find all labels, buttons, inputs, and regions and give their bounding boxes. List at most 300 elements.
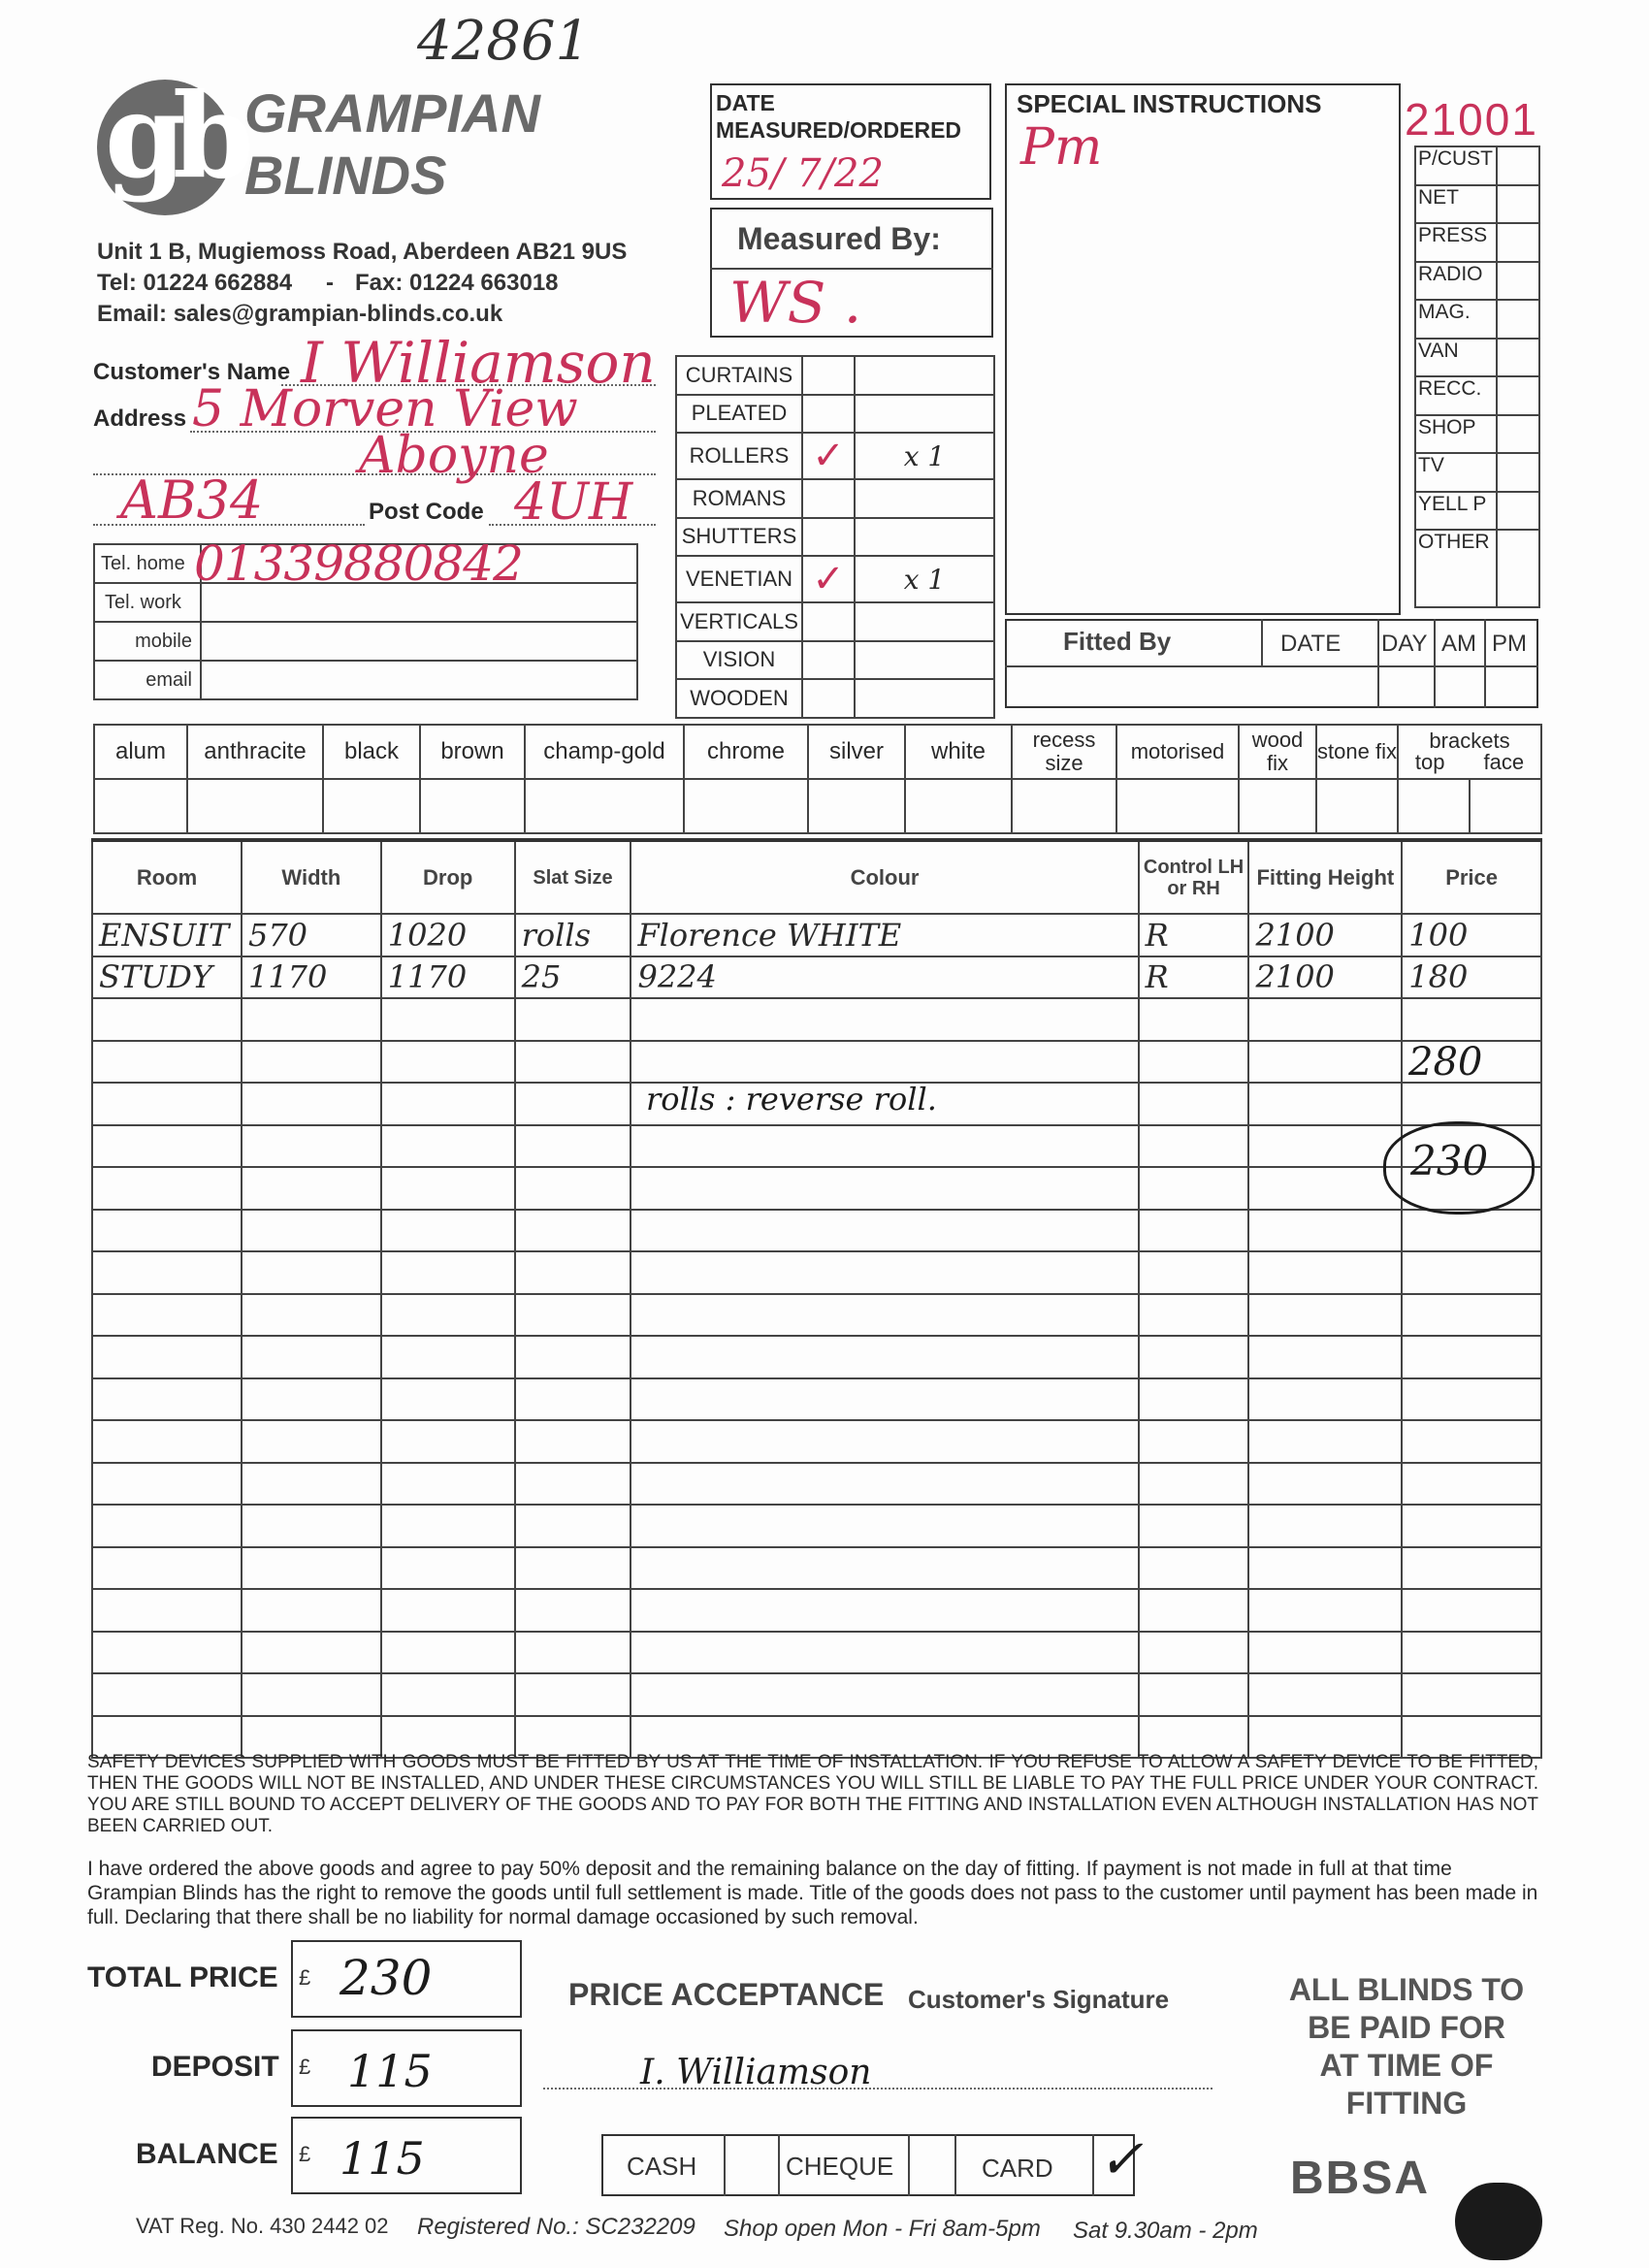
source-option-checkbox[interactable] bbox=[1497, 339, 1539, 377]
table-cell-room[interactable] bbox=[92, 1251, 242, 1294]
source-option-checkbox[interactable] bbox=[1497, 300, 1539, 339]
table-cell-room[interactable] bbox=[92, 914, 242, 956]
table-cell-control[interactable] bbox=[1139, 1378, 1249, 1421]
postcode-prefix[interactable]: AB34 bbox=[120, 470, 264, 531]
cell-value: 2100 bbox=[1255, 958, 1335, 996]
table-cell-slat[interactable] bbox=[515, 1547, 631, 1590]
table-cell-height[interactable] bbox=[1248, 1632, 1402, 1674]
email-field[interactable] bbox=[201, 661, 637, 699]
source-option-checkbox[interactable] bbox=[1497, 453, 1539, 492]
table-cell-colour[interactable] bbox=[630, 1167, 1138, 1210]
finish-option-field[interactable] bbox=[94, 779, 187, 833]
company-fax: Fax: 01224 663018 bbox=[355, 270, 559, 296]
total-price-label: TOTAL PRICE bbox=[87, 1961, 278, 1993]
cell-value: ENSUIT bbox=[99, 916, 230, 954]
blind-type-row bbox=[676, 641, 994, 680]
table-cell-slat[interactable] bbox=[515, 1420, 631, 1463]
table-cell-height[interactable] bbox=[1248, 1420, 1402, 1463]
order-note[interactable]: rolls : reverse roll. bbox=[646, 1081, 937, 1118]
table-cell-colour[interactable] bbox=[630, 1505, 1138, 1547]
signature-label: Customer's Signature bbox=[908, 1985, 1170, 2014]
table-row bbox=[92, 1167, 1541, 1210]
blind-type-quantity[interactable] bbox=[855, 641, 994, 680]
blind-type-label: VISION bbox=[702, 647, 776, 672]
source-option-checkbox[interactable] bbox=[1497, 530, 1539, 607]
table-cell-width[interactable] bbox=[242, 1294, 381, 1337]
card-option[interactable]: CARD bbox=[982, 2154, 1053, 2183]
source-option-checkbox[interactable] bbox=[1497, 376, 1539, 415]
table-cell-control[interactable] bbox=[1139, 1125, 1249, 1168]
blind-type-quantity[interactable] bbox=[855, 395, 994, 434]
table-cell-price[interactable] bbox=[1402, 1083, 1541, 1125]
table-cell-width[interactable] bbox=[242, 1378, 381, 1421]
table-cell-price[interactable] bbox=[1402, 1632, 1541, 1674]
table-cell-width[interactable] bbox=[242, 956, 381, 999]
table-cell-width[interactable] bbox=[242, 1505, 381, 1547]
table-cell-control[interactable] bbox=[1139, 1251, 1249, 1294]
table-cell-room[interactable] bbox=[92, 1167, 242, 1210]
table-cell-slat[interactable] bbox=[515, 1210, 631, 1252]
ink-smudge bbox=[1455, 2183, 1542, 2260]
table-cell-room[interactable] bbox=[92, 1125, 242, 1168]
table-cell-colour[interactable] bbox=[630, 1210, 1138, 1252]
blind-type-check[interactable] bbox=[802, 479, 855, 518]
table-cell-control[interactable] bbox=[1139, 1589, 1249, 1632]
finish-option-label: motorised bbox=[1130, 739, 1225, 763]
finish-option-field[interactable] bbox=[808, 779, 905, 833]
table-cell-height[interactable] bbox=[1248, 1167, 1402, 1210]
table-cell-price[interactable] bbox=[1402, 1210, 1541, 1252]
blind-type-quantity[interactable] bbox=[855, 479, 994, 518]
table-cell-height[interactable] bbox=[1248, 1378, 1402, 1421]
table-cell-slat[interactable] bbox=[515, 956, 631, 999]
company-email: Email: sales@grampian-blinds.co.uk bbox=[97, 301, 503, 327]
table-cell-width[interactable] bbox=[242, 914, 381, 956]
table-row bbox=[92, 914, 1541, 956]
customer-name[interactable]: I Williamson bbox=[301, 330, 656, 396]
date-value[interactable]: 25/ 7/22 bbox=[722, 151, 884, 196]
company-name-1: GRAMPIAN bbox=[244, 82, 540, 144]
table-cell-height[interactable] bbox=[1248, 1251, 1402, 1294]
table-cell-colour[interactable] bbox=[630, 1673, 1138, 1716]
table-cell-height[interactable] bbox=[1248, 1125, 1402, 1168]
table-cell-control[interactable] bbox=[1139, 998, 1249, 1041]
finish-option-field[interactable] bbox=[684, 779, 808, 833]
balance-label: BALANCE bbox=[136, 2138, 278, 2170]
blind-type-row bbox=[676, 356, 994, 395]
fitted-pm-label: PM bbox=[1492, 631, 1527, 657]
table-cell-price[interactable] bbox=[1402, 1336, 1541, 1378]
column-header: Fitting Height bbox=[1256, 864, 1395, 890]
blind-type-quantity[interactable] bbox=[855, 679, 994, 718]
shop-hours: Shop open Mon - Fri 8am-5pm bbox=[724, 2216, 1041, 2242]
table-cell-height[interactable] bbox=[1248, 1294, 1402, 1337]
table-cell-room[interactable] bbox=[92, 1378, 242, 1421]
finish-option-field[interactable] bbox=[525, 779, 684, 833]
deposit-value[interactable]: 115 bbox=[347, 2045, 433, 2097]
blind-type-check[interactable] bbox=[802, 518, 855, 557]
table-cell-drop[interactable] bbox=[381, 1210, 515, 1252]
table-row bbox=[92, 1251, 1541, 1294]
table-cell-slat[interactable] bbox=[515, 1673, 631, 1716]
table-cell-drop[interactable] bbox=[381, 1083, 515, 1125]
blind-type-checkmark: ✓ bbox=[812, 557, 845, 601]
table-cell-room[interactable] bbox=[92, 1294, 242, 1337]
table-cell-height[interactable] bbox=[1248, 1547, 1402, 1590]
measured-by-label: Measured By: bbox=[737, 221, 941, 256]
table-cell-width[interactable] bbox=[242, 1632, 381, 1674]
table-cell-colour[interactable] bbox=[630, 956, 1138, 999]
source-option-label: NET bbox=[1418, 185, 1459, 209]
blind-type-label: VERTICALS bbox=[680, 608, 798, 633]
table-cell-drop[interactable] bbox=[381, 1673, 515, 1716]
table-cell-control[interactable] bbox=[1139, 1505, 1249, 1547]
finish-option-label: brown bbox=[440, 738, 504, 764]
table-cell-width[interactable] bbox=[242, 1251, 381, 1294]
table-cell-slat[interactable] bbox=[515, 1463, 631, 1506]
table-cell-colour[interactable] bbox=[630, 1463, 1138, 1506]
source-option-checkbox[interactable] bbox=[1497, 146, 1539, 185]
brackets-label: brackets bbox=[1429, 729, 1510, 753]
table-cell-height[interactable] bbox=[1248, 1083, 1402, 1125]
table-cell-width[interactable] bbox=[242, 1210, 381, 1252]
table-cell-slat[interactable] bbox=[515, 1041, 631, 1084]
table-cell-width[interactable] bbox=[242, 1673, 381, 1716]
blind-type-check[interactable] bbox=[802, 641, 855, 680]
table-cell-price[interactable] bbox=[1402, 1294, 1541, 1337]
brackets-top-label: top bbox=[1414, 750, 1445, 774]
table-cell-slat[interactable] bbox=[515, 1167, 631, 1210]
blind-type-check[interactable] bbox=[802, 356, 855, 395]
blind-type-quantity[interactable] bbox=[855, 433, 994, 479]
source-option-label: SHOP bbox=[1418, 415, 1476, 438]
cell-value: R bbox=[1145, 958, 1169, 996]
notice-line: BE PAID FOR bbox=[1308, 2010, 1505, 2045]
cell-value: STUDY bbox=[99, 958, 213, 996]
blind-type-label: CURTAINS bbox=[685, 362, 793, 387]
address-line-1[interactable]: 5 Morven View bbox=[192, 380, 578, 438]
saturday-hours: Sat 9.30am - 2pm bbox=[1073, 2218, 1258, 2244]
column-header: Control LH or RH bbox=[1143, 856, 1245, 899]
company-name-2: BLINDS bbox=[244, 145, 447, 206]
table-cell-control[interactable] bbox=[1139, 1083, 1249, 1125]
table-cell-room[interactable] bbox=[92, 1589, 242, 1632]
agreement-text: I have ordered the above goods and agree to pay 50% deposit and the remaining balance on the day of fitting. If payment is not made in full at that time Grampian Blinds has the right to remove the goods until full settlement is made. Title of the goods does not pass to the customer until payment has been made in full. Declaring that there shall be no liability for normal damage occasioned by such removal. bbox=[87, 1858, 1538, 1928]
table-cell-control[interactable] bbox=[1139, 914, 1249, 956]
table-cell-slat[interactable] bbox=[515, 914, 631, 956]
table-cell-drop[interactable] bbox=[381, 1589, 515, 1632]
source-option-checkbox[interactable] bbox=[1497, 223, 1539, 262]
total-price-value[interactable]: 230 bbox=[340, 1950, 433, 2006]
special-instructions-label: SPECIAL INSTRUCTIONS bbox=[1017, 89, 1322, 118]
table-cell-height[interactable] bbox=[1248, 1463, 1402, 1506]
table-cell-drop[interactable] bbox=[381, 1632, 515, 1674]
circled-total[interactable]: 230 bbox=[1410, 1137, 1489, 1184]
table-cell-colour[interactable] bbox=[630, 1632, 1138, 1674]
fitted-date-label: DATE bbox=[1280, 631, 1342, 657]
blind-type-row bbox=[676, 679, 994, 718]
table-cell-drop[interactable] bbox=[381, 1378, 515, 1421]
finish-option-label: black bbox=[343, 738, 400, 764]
table-cell-slat[interactable] bbox=[515, 1378, 631, 1421]
cell-value: 2100 bbox=[1255, 916, 1335, 954]
table-cell-control[interactable] bbox=[1139, 1210, 1249, 1252]
cell-value: 25 bbox=[521, 958, 562, 996]
table-cell-slat[interactable] bbox=[515, 1505, 631, 1547]
table-cell-drop[interactable] bbox=[381, 1420, 515, 1463]
table-cell-room[interactable] bbox=[92, 1210, 242, 1252]
blind-type-label: WOODEN bbox=[690, 685, 789, 710]
blind-type-check[interactable] bbox=[802, 556, 855, 602]
blind-type-row bbox=[676, 479, 994, 518]
table-cell-price[interactable] bbox=[1402, 1378, 1541, 1421]
brackets-face-field[interactable] bbox=[1470, 779, 1541, 833]
table-cell-control[interactable] bbox=[1139, 1632, 1249, 1674]
table-cell-slat[interactable] bbox=[515, 1251, 631, 1294]
blind-type-label: ROLLERS bbox=[689, 443, 790, 468]
table-cell-room[interactable] bbox=[92, 1083, 242, 1125]
table-cell-width[interactable] bbox=[242, 1041, 381, 1084]
blind-type-checkmark: ✓ bbox=[812, 434, 845, 478]
source-list bbox=[1414, 146, 1540, 608]
blind-type-quantity[interactable] bbox=[855, 356, 994, 395]
source-option-checkbox[interactable] bbox=[1497, 415, 1539, 454]
table-cell-room[interactable] bbox=[92, 1041, 242, 1084]
finish-option-field[interactable] bbox=[187, 779, 323, 833]
tel-home-label: Tel. home bbox=[101, 552, 185, 574]
customer-name-label: Customer's Name bbox=[93, 359, 291, 385]
table-cell-price[interactable] bbox=[1402, 1589, 1541, 1632]
table-cell-room[interactable] bbox=[92, 1420, 242, 1463]
mobile-field[interactable] bbox=[201, 622, 637, 661]
table-cell-drop[interactable] bbox=[381, 1251, 515, 1294]
table-cell-width[interactable] bbox=[242, 1125, 381, 1168]
table-cell-price[interactable] bbox=[1402, 914, 1541, 956]
table-cell-height[interactable] bbox=[1248, 998, 1402, 1041]
table-cell-height[interactable] bbox=[1248, 1589, 1402, 1632]
notice-line: ALL BLINDS TO bbox=[1288, 1972, 1525, 2007]
order-number: 42861 bbox=[417, 10, 591, 73]
table-cell-control[interactable] bbox=[1139, 1673, 1249, 1716]
table-cell-control[interactable] bbox=[1139, 1294, 1249, 1337]
company-dash: - bbox=[326, 270, 334, 296]
source-option-label: TV bbox=[1418, 454, 1444, 476]
table-cell-drop[interactable] bbox=[381, 1041, 515, 1084]
table-cell-width[interactable] bbox=[242, 1463, 381, 1506]
table-cell-control[interactable] bbox=[1139, 1167, 1249, 1210]
blind-type-check[interactable] bbox=[802, 679, 855, 718]
finish-option-field[interactable] bbox=[905, 779, 1012, 833]
date-label: DATE MEASURED/ORDERED bbox=[716, 90, 962, 143]
blind-type-row bbox=[676, 518, 994, 557]
table-cell-drop[interactable] bbox=[381, 1336, 515, 1378]
brackets-top-field[interactable] bbox=[1398, 779, 1470, 833]
table-cell-height[interactable] bbox=[1248, 956, 1402, 999]
table-cell-height[interactable] bbox=[1248, 1041, 1402, 1084]
card-checkmark: ✓ bbox=[1098, 2128, 1144, 2191]
table-cell-colour[interactable] bbox=[630, 1251, 1138, 1294]
finish-option-field[interactable] bbox=[1116, 779, 1239, 833]
table-cell-slat[interactable] bbox=[515, 1294, 631, 1337]
address-line-2[interactable]: Aboyne bbox=[359, 427, 549, 485]
table-row bbox=[92, 1632, 1541, 1674]
table-row bbox=[92, 1547, 1541, 1590]
brackets-face-label: face bbox=[1483, 750, 1525, 774]
source-option-checkbox[interactable] bbox=[1497, 262, 1539, 301]
fitted-by-label: Fitted By bbox=[1063, 627, 1172, 656]
table-cell-colour[interactable] bbox=[630, 998, 1138, 1041]
finish-option-label: alum bbox=[114, 738, 167, 764]
order-table-header bbox=[92, 840, 1541, 914]
table-cell-control[interactable] bbox=[1139, 1463, 1249, 1506]
table-cell-control[interactable] bbox=[1139, 1547, 1249, 1590]
table-cell-price[interactable] bbox=[1402, 956, 1541, 999]
table-cell-room[interactable] bbox=[92, 1547, 242, 1590]
table-cell-colour[interactable] bbox=[630, 1125, 1138, 1168]
blind-type-label: VENETIAN bbox=[685, 567, 793, 591]
blind-type-check[interactable] bbox=[802, 602, 855, 641]
cell-value: 1170 bbox=[387, 958, 468, 996]
measured-by-value[interactable]: WS . bbox=[729, 270, 862, 336]
table-cell-colour[interactable] bbox=[630, 1420, 1138, 1463]
vat-number: VAT Reg. No. 430 2442 02 bbox=[136, 2214, 389, 2238]
table-cell-control[interactable] bbox=[1139, 1420, 1249, 1463]
blind-type-quantity[interactable] bbox=[855, 602, 994, 641]
table-cell-drop[interactable] bbox=[381, 1463, 515, 1506]
table-cell-slat[interactable] bbox=[515, 1632, 631, 1674]
table-cell-slat[interactable] bbox=[515, 998, 631, 1041]
table-cell-price[interactable] bbox=[1402, 1505, 1541, 1547]
finish-option-label: silver bbox=[828, 738, 884, 764]
logo-monogram: gb bbox=[105, 68, 241, 205]
blind-type-label: PLEATED bbox=[691, 401, 788, 426]
mobile-label: mobile bbox=[135, 630, 192, 652]
table-cell-room[interactable] bbox=[92, 1673, 242, 1716]
table-cell-price[interactable] bbox=[1402, 998, 1541, 1041]
table-cell-room[interactable] bbox=[92, 1463, 242, 1506]
table-cell-colour[interactable] bbox=[630, 914, 1138, 956]
source-option-checkbox[interactable] bbox=[1497, 185, 1539, 224]
table-cell-width[interactable] bbox=[242, 1547, 381, 1590]
blind-type-label: SHUTTERS bbox=[681, 524, 797, 549]
table-cell-width[interactable] bbox=[242, 998, 381, 1041]
source-option-label: P/CUST bbox=[1418, 147, 1494, 170]
column-header: Width bbox=[281, 864, 341, 890]
table-cell-width[interactable] bbox=[242, 1083, 381, 1125]
table-cell-height[interactable] bbox=[1248, 1336, 1402, 1378]
table-cell-price[interactable] bbox=[1402, 1547, 1541, 1590]
table-cell-room[interactable] bbox=[92, 956, 242, 999]
balance-value[interactable]: 115 bbox=[340, 2132, 425, 2185]
blind-type-check[interactable] bbox=[802, 433, 855, 479]
table-cell-control[interactable] bbox=[1139, 1336, 1249, 1378]
table-cell-control[interactable] bbox=[1139, 956, 1249, 999]
table-cell-price[interactable] bbox=[1402, 1463, 1541, 1506]
table-cell-drop[interactable] bbox=[381, 1167, 515, 1210]
table-cell-slat[interactable] bbox=[515, 1083, 631, 1125]
finish-option-field[interactable] bbox=[1239, 779, 1316, 833]
cell-value: 1170 bbox=[247, 958, 328, 996]
blind-type-row bbox=[676, 433, 994, 479]
notice-line: FITTING bbox=[1345, 2086, 1468, 2121]
blind-type-label: ROMANS bbox=[692, 485, 787, 510]
table-cell-height[interactable] bbox=[1248, 1505, 1402, 1547]
cell-value: 180 bbox=[1408, 958, 1469, 996]
table-cell-width[interactable] bbox=[242, 1336, 381, 1378]
table-cell-colour[interactable] bbox=[630, 1378, 1138, 1421]
table-cell-price[interactable] bbox=[1402, 1251, 1541, 1294]
source-option-checkbox[interactable] bbox=[1497, 492, 1539, 531]
table-cell-drop[interactable] bbox=[381, 1125, 515, 1168]
table-cell-height[interactable] bbox=[1248, 1673, 1402, 1716]
finishes-table bbox=[93, 724, 1542, 834]
table-cell-height[interactable] bbox=[1248, 1210, 1402, 1252]
table-cell-height[interactable] bbox=[1248, 914, 1402, 956]
cell-value: 9224 bbox=[637, 958, 717, 996]
table-cell-price[interactable] bbox=[1402, 1673, 1541, 1716]
order-table bbox=[91, 838, 1542, 1759]
table-cell-control[interactable] bbox=[1139, 1041, 1249, 1084]
tel-home-value[interactable]: 01339880842 bbox=[194, 535, 523, 592]
table-cell-width[interactable] bbox=[242, 1589, 381, 1632]
finish-option-field[interactable] bbox=[323, 779, 420, 833]
table-row bbox=[92, 1336, 1541, 1378]
table-cell-drop[interactable] bbox=[381, 956, 515, 999]
column-header: Drop bbox=[423, 864, 473, 890]
address-label: Address bbox=[93, 405, 187, 432]
cell-value: R bbox=[1145, 916, 1169, 954]
table-cell-width[interactable] bbox=[242, 1167, 381, 1210]
table-cell-room[interactable] bbox=[92, 998, 242, 1041]
subtotal[interactable]: 280 bbox=[1408, 1040, 1483, 1085]
postcode-suffix[interactable]: 4UH bbox=[514, 473, 633, 532]
special-instructions-value[interactable]: Pm bbox=[1020, 118, 1103, 177]
table-cell-colour[interactable] bbox=[630, 1041, 1138, 1084]
customer-signature[interactable]: I. Williamson bbox=[640, 2053, 872, 2092]
blind-type-check[interactable] bbox=[802, 395, 855, 434]
finish-option-field[interactable] bbox=[1012, 779, 1116, 833]
table-cell-price[interactable] bbox=[1402, 1420, 1541, 1463]
table-cell-width[interactable] bbox=[242, 1420, 381, 1463]
finish-option-field[interactable] bbox=[420, 779, 525, 833]
table-cell-drop[interactable] bbox=[381, 914, 515, 956]
table-cell-slat[interactable] bbox=[515, 1336, 631, 1378]
table-cell-slat[interactable] bbox=[515, 1589, 631, 1632]
table-cell-colour[interactable] bbox=[630, 1294, 1138, 1337]
cheque-option[interactable]: CHEQUE bbox=[786, 2152, 894, 2181]
finish-option-field[interactable] bbox=[1316, 779, 1398, 833]
table-cell-room[interactable] bbox=[92, 1632, 242, 1674]
table-cell-colour[interactable] bbox=[630, 1589, 1138, 1632]
finish-option-label: chrome bbox=[706, 738, 786, 764]
table-cell-room[interactable] bbox=[92, 1505, 242, 1547]
table-cell-drop[interactable] bbox=[381, 1294, 515, 1337]
table-cell-drop[interactable] bbox=[381, 998, 515, 1041]
table-cell-slat[interactable] bbox=[515, 1125, 631, 1168]
table-cell-drop[interactable] bbox=[381, 1547, 515, 1590]
table-cell-drop[interactable] bbox=[381, 1505, 515, 1547]
blind-type-quantity[interactable] bbox=[855, 556, 994, 602]
source-option-label: VAN bbox=[1418, 339, 1459, 362]
table-cell-room[interactable] bbox=[92, 1336, 242, 1378]
registered-number: Registered No.: SC232209 bbox=[417, 2214, 695, 2240]
table-row bbox=[92, 1378, 1541, 1421]
blind-type-quantity[interactable] bbox=[855, 518, 994, 557]
safety-notice: SAFETY DEVICES SUPPLIED WITH GOODS MUST BE FITTED BY US AT THE TIME OF INSTALLATION. IF YOU REFUSE TO ALLOW A SAFETY DEVICE TO BE FITTED, THEN THE GOODS WILL NOT BE INSTALLED, AND UNDER THESE CIRCUMSTANCES YOU WILL STILL BE LIABLE TO PAY THE FULL PRICE UNDER YOUR CONTRACT. YOU ARE STILL BOUND TO ACCEPT DELIVERY OF THE GOODS AND TO PAY FOR BOTH THE FITTING AND INSTALLATION EVEN ALTHOUGH INSTALLATION HAS NOT BEEN CARRIED OUT. bbox=[87, 1752, 1538, 1836]
table-cell-colour[interactable] bbox=[630, 1547, 1138, 1590]
cash-option[interactable]: CASH bbox=[627, 2152, 697, 2181]
table-cell-colour[interactable] bbox=[630, 1336, 1138, 1378]
